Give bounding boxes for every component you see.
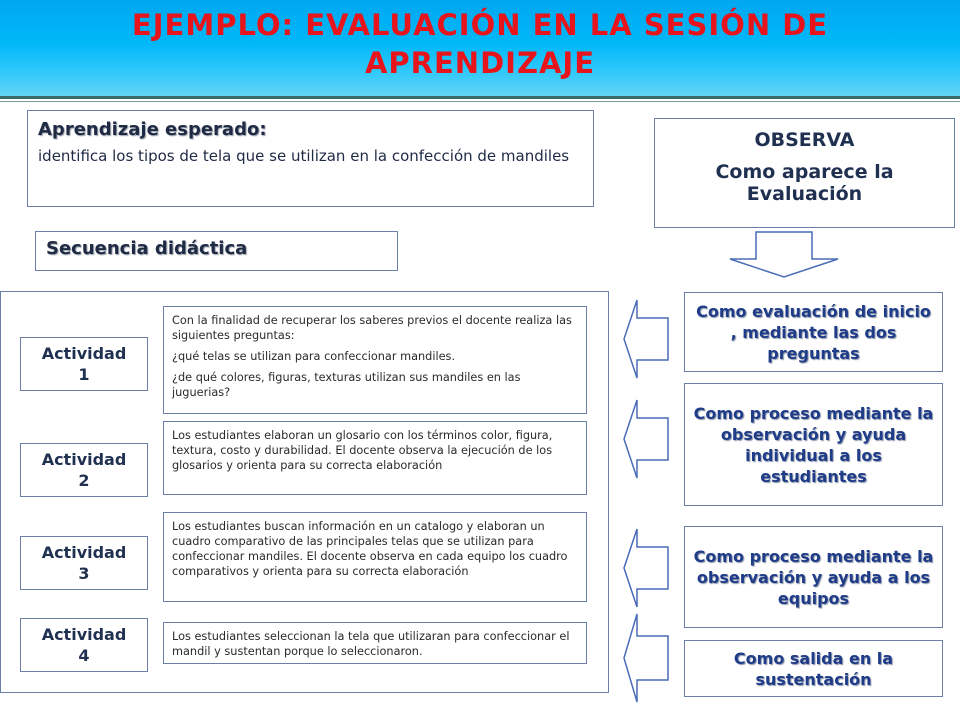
evaluation-initial-text: Como evaluación de inicio , mediante las dos preguntas: [696, 301, 931, 363]
activity-2-label: Actividad 2: [20, 443, 148, 497]
activity-1-question-1: ¿qué telas se utilizan para confeccionar mandiles.: [172, 350, 456, 363]
evaluation-exit-box: [684, 640, 943, 697]
evaluation-process-individual-text: Como proceso mediante la observación y ayuda individual a los estudiantes: [693, 403, 934, 486]
activity-1-question-2: ¿de qué colores, figuras, texturas utilizan sus mandiles en las juguerias?: [172, 371, 521, 399]
evaluation-process-individual-box: [684, 383, 943, 506]
header-divider: [0, 96, 960, 99]
activity-2-description: [163, 421, 587, 495]
header-banner: [0, 0, 960, 96]
activity-3-text: Los estudiantes buscan información en un catalogo y elaboran un cuadro comparativo de las principales telas que se utilizan para confeccionar mandiles. El docente observa en cada equipo los cuadro comparativos y orienta para su correcta elaboración: [172, 520, 568, 578]
left-arrow-icon-1: [622, 298, 670, 380]
evaluation-initial-box: [684, 292, 943, 372]
observe-box: [654, 118, 955, 228]
expected-learning-text: identifica los tipos de tela que se utilizan en la confección de mandiles: [38, 147, 570, 165]
expected-learning-heading: Aprendizaje esperado:: [38, 119, 267, 140]
observe-heading: OBSERVA: [754, 129, 855, 151]
activity-3-description: [163, 512, 587, 602]
evaluation-exit-text: Como salida en la sustentación: [733, 648, 894, 689]
activity-1-text: Con la finalidad de recuperar los saberes previos el docente realiza las siguientes preguntas:: [172, 314, 572, 342]
left-arrow-icon-4: [622, 612, 670, 704]
activity-4-description: [163, 622, 587, 664]
evaluation-process-teams-text: Como proceso mediante la observación y ayuda a los equipos: [693, 546, 934, 608]
evaluation-process-teams-box: [684, 526, 943, 628]
didactic-sequence-heading: Secuencia didáctica: [46, 238, 248, 259]
left-arrow-icon-3: [622, 527, 670, 609]
didactic-sequence-box: [35, 231, 398, 271]
activity-3-label: Actividad 3: [20, 536, 148, 590]
activity-1-label: Actividad 1: [20, 337, 148, 391]
activity-2-text: Los estudiantes elaboran un glosario con los términos color, figura, textura, costo y durabilidad. El docente observa la ejecución de los glosarios y orienta para su correcta elaboración: [172, 429, 553, 472]
header-divider-thin: [0, 101, 960, 102]
down-arrow-icon: [728, 231, 840, 279]
left-arrow-icon-2: [622, 398, 670, 480]
observe-subtitle: Como aparece la Evaluación: [715, 161, 894, 205]
activity-4-label: Actividad 4: [20, 618, 148, 672]
expected-learning-box: [27, 110, 594, 207]
activity-4-text: Los estudiantes seleccionan la tela que utilizaran para confeccionar el mandil y sustentan porque lo seleccionaron.: [172, 630, 570, 658]
activity-1-description: [163, 306, 587, 414]
page-title: EJEMPLO: EVALUACIÓN EN LA SESIÓN DE APRENDIZAJE: [131, 8, 829, 80]
